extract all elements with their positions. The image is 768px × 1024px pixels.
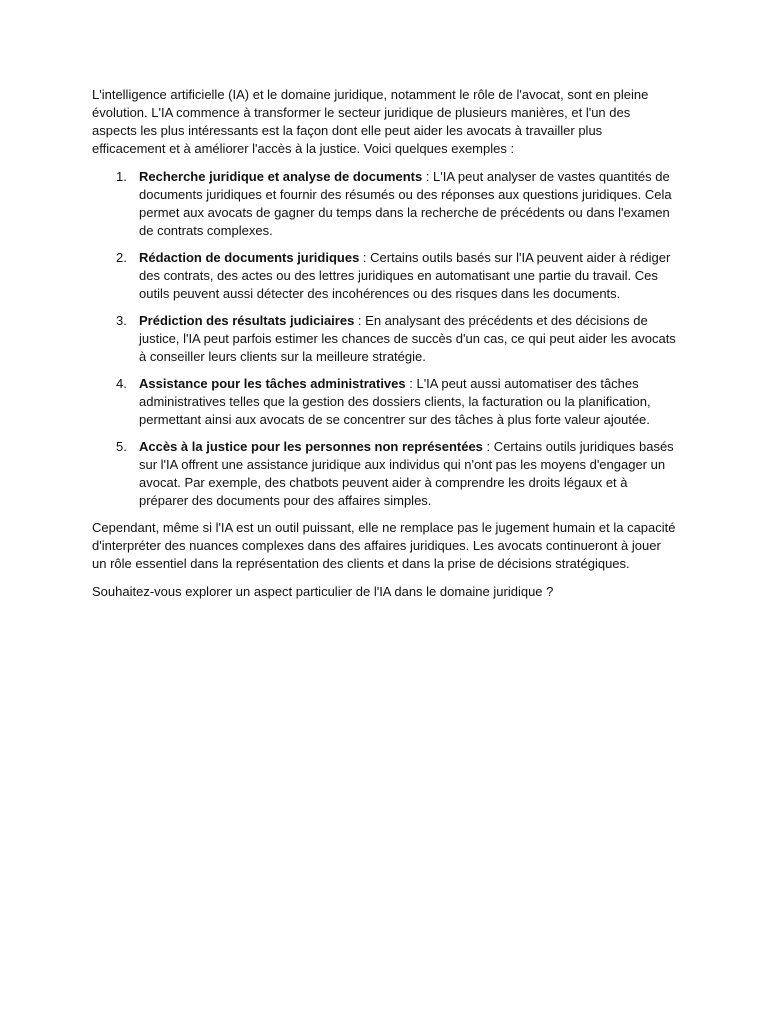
list-item: [92, 168, 678, 240]
list-item-number: 4.: [116, 376, 127, 391]
list-item-term: Prédiction des résultats judiciaires: [139, 313, 355, 328]
list-item-number: 2.: [116, 250, 127, 265]
list-item: [92, 375, 678, 429]
list-item-number: 5.: [116, 439, 127, 454]
intro-paragraph: L'intelligence artificielle (IA) et le domaine juridique, notamment le rôle de l'avocat, sont en pleine évolution. L'IA commence à transformer le secteur juridique de plusieurs manières, et l'un des aspects les plus intéressants est la façon dont elle peut aider les avocats à travailler plus efficacement et à améliorer l'accès à la justice. Voici quelques exemples :: [92, 87, 649, 156]
list-item: [92, 312, 678, 366]
list-item-text: : Certains outils juridiques basés sur l'IA offrent une assistance juridique aux individus qui n'ont pas les moyens d'engager un avocat. Par exemple, des chatbots peuvent aider à comprendre les droits légaux et à préparer des documents pour des affaires simples.: [139, 439, 674, 508]
examples-list: [92, 168, 678, 510]
list-item-term: Recherche juridique et analyse de documents: [139, 169, 423, 184]
closing-question: Souhaitez-vous explorer un aspect particulier de l'IA dans le domaine juridique ?: [92, 584, 554, 599]
list-item-text: : L'IA peut analyser de vastes quantités de documents juridiques et fournir des résumés ou des réponses aux questions juridiques. Cela permet aux avocats de gagner du temps dans la recherche de précédents ou dans l'examen de contrats complexes.: [139, 169, 672, 238]
list-item-term: Accès à la justice pour les personnes non représentées: [139, 439, 483, 454]
list-item: [92, 438, 678, 510]
list-item: [92, 249, 678, 303]
list-item-text: : Certains outils basés sur l'IA peuvent aider à rédiger des contrats, des actes ou des lettres juridiques en automatisant une partie du travail. Ces outils peuvent aussi détecter des incohérences ou des risques dans les documents.: [139, 250, 671, 301]
list-item-number: 3.: [116, 313, 127, 328]
list-item-text: : En analysant des précédents et des décisions de justice, l'IA peut parfois estimer les chances de succès d'un cas, ce qui peut aider les avocats à conseiller leurs clients sur la meilleure stratégie.: [139, 313, 676, 364]
conclusion-paragraph: Cependant, même si l'IA est un outil puissant, elle ne remplace pas le jugement humain et la capacité d'interpréter des nuances complexes dans des affaires juridiques. Les avocats continueront à jouer un rôle essentiel dans la représentation des clients et dans la prise de décisions stratégiques.: [92, 520, 676, 571]
list-item-text: : L'IA peut aussi automatiser des tâches administratives telles que la gestion des dossiers clients, la facturation ou la planification, permettant ainsi aux avocats de se concentrer sur des tâches à plus forte valeur ajoutée.: [139, 376, 651, 427]
list-item-number: 1.: [116, 169, 127, 184]
list-item-term: Rédaction de documents juridiques: [139, 250, 360, 265]
document-page: [92, 86, 678, 611]
list-item-term: Assistance pour les tâches administratives: [139, 376, 406, 391]
